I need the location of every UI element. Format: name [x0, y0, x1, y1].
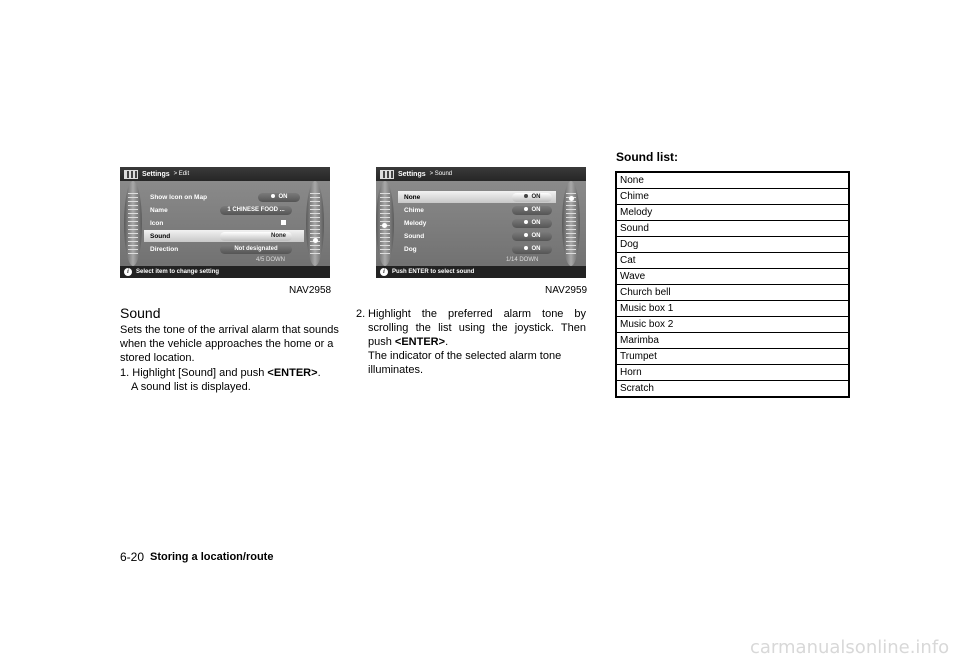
scroll-indicator-dot: [569, 196, 574, 201]
toggle-value: ON: [531, 194, 541, 200]
sound-toggle[interactable]: [512, 245, 552, 254]
settings-icon: [124, 170, 138, 179]
step-2-result: The indicator of the selected alarm tone illuminates.: [368, 350, 562, 376]
indicator-led-icon: [524, 233, 528, 237]
enter-key-label: <ENTER>: [394, 336, 446, 348]
toggle-value: ON: [531, 207, 541, 213]
screen-title-bar: [376, 167, 586, 181]
screen-figure-sound: [376, 167, 586, 278]
scroll-indicator-dot: [313, 238, 318, 243]
section-heading: Sound: [120, 305, 161, 321]
sound-list-item: Marimba: [616, 333, 849, 349]
watermark: carmanualsonline.info: [750, 637, 950, 658]
page-section-title: Storing a location/route: [150, 551, 274, 563]
indicator-led-icon: [524, 207, 528, 211]
sound-list-row: [616, 253, 849, 269]
step-end: .: [317, 367, 321, 379]
toggle-value: ON: [531, 233, 541, 239]
screen-figure-edit: [120, 167, 330, 278]
sound-list-item: Horn: [616, 365, 849, 381]
sound-row-label: Dog: [404, 245, 417, 253]
square-icon: [281, 220, 286, 225]
sound-list-row: [616, 237, 849, 253]
sound-row-label: None: [404, 193, 421, 201]
menu-row-label: Icon: [150, 219, 164, 227]
info-icon: i: [124, 268, 132, 276]
step-text: Highlight the preferred alarm tone by scrolling the list using the joystick. Then push: [368, 308, 586, 348]
indicator-led-icon: [271, 194, 275, 198]
sound-toggle[interactable]: [512, 206, 552, 215]
step-number: 2.: [356, 308, 366, 320]
sound-row-label: Melody: [404, 219, 427, 227]
page-indicator: 1/14 DOWN: [506, 257, 539, 263]
sound-list-item: Melody: [616, 205, 849, 221]
sound-list-item: Church bell: [616, 285, 849, 301]
right-scroll-arc: [562, 181, 580, 266]
page-indicator: 4/5 DOWN: [256, 257, 286, 263]
left-scroll-arc: [124, 181, 142, 266]
sound-list-table: [615, 171, 850, 398]
toggle-value: ON: [278, 194, 288, 200]
right-scroll-arc: [306, 181, 324, 266]
sound-list-item: Sound: [616, 221, 849, 237]
menu-row-icon[interactable]: [144, 217, 304, 229]
sound-list-item: Chime: [616, 189, 849, 205]
name-value-box: [220, 206, 292, 215]
section-intro: Sets the tone of the arrival alarm that sounds when the vehicle approaches the home or a stored location.: [120, 324, 339, 364]
scroll-indicator-dot: [382, 223, 387, 228]
sound-list-item: Cat: [616, 253, 849, 269]
sound-list-row: [616, 333, 849, 349]
sound-list-row: [616, 317, 849, 333]
figure-caption: NAV2959: [545, 285, 588, 296]
sound-list-row: [616, 381, 849, 398]
sound-list-item: Wave: [616, 269, 849, 285]
sound-list-row: [616, 269, 849, 285]
page-number: 6-20: [120, 550, 145, 564]
toggle-value: ON: [531, 220, 541, 226]
direction-value-box: [220, 245, 292, 254]
footer-hint: Select item to change setting: [136, 269, 220, 275]
step-text: Highlight [Sound] and push: [132, 367, 265, 379]
sound-value: None: [271, 233, 286, 239]
step-1: [120, 366, 345, 380]
sound-list-row: [616, 221, 849, 237]
sound-toggle-on[interactable]: [512, 193, 552, 202]
screen-footer: [120, 266, 330, 278]
sound-list-row: [616, 205, 849, 221]
direction-value: Not designated: [234, 246, 278, 252]
settings-icon: [380, 170, 394, 179]
sound-list-item: Scratch: [616, 381, 849, 398]
menu-row-label: Direction: [150, 245, 179, 253]
figure-caption: NAV2958: [289, 285, 332, 296]
enter-key-label: <ENTER>: [267, 367, 318, 379]
step-1-result: A sound list is displayed.: [131, 381, 251, 393]
sound-list-row: [616, 189, 849, 205]
screen-title: Settings: [398, 170, 426, 178]
screen-breadcrumb: > Edit: [173, 171, 190, 177]
screen-footer: [376, 266, 586, 278]
sound-list-item: Music box 2: [616, 317, 849, 333]
indicator-led-icon: [524, 246, 528, 250]
sound-list-item: Trumpet: [616, 349, 849, 365]
screen-breadcrumb: > Sound: [429, 171, 453, 177]
sound-list-item: Music box 1: [616, 301, 849, 317]
step-end: .: [445, 336, 449, 348]
sound-toggle[interactable]: [512, 232, 552, 241]
menu-row-label: Show Icon on Map: [150, 193, 208, 201]
toggle-value: ON: [531, 246, 541, 252]
screen-title-bar: [120, 167, 330, 181]
menu-row-label: Sound: [150, 232, 171, 240]
step-number: 1.: [120, 367, 130, 379]
sound-list-row: [616, 172, 849, 189]
sound-list-title: Sound list:: [616, 150, 678, 164]
indicator-led-icon: [524, 220, 528, 224]
sound-list-row: [616, 285, 849, 301]
sound-list-row: [616, 301, 849, 317]
sound-list-row: [616, 365, 849, 381]
menu-row-label: Name: [150, 206, 168, 214]
step-2: [356, 307, 366, 321]
sound-row-label: Chime: [404, 206, 424, 214]
name-value: 1 CHINESE FOOD ...: [227, 207, 285, 213]
screen-title: Settings: [142, 170, 170, 178]
sound-toggle[interactable]: [512, 219, 552, 228]
sound-value-box: [220, 232, 292, 241]
info-icon: i: [380, 268, 388, 276]
sound-row-label: Sound: [404, 232, 425, 240]
sound-list-item: Dog: [616, 237, 849, 253]
toggle-on[interactable]: [258, 193, 300, 202]
indicator-led-icon: [524, 194, 528, 198]
sound-list-row: [616, 349, 849, 365]
footer-hint: Push ENTER to select sound: [392, 269, 475, 275]
step-2-text: [368, 307, 586, 349]
sound-list-item: None: [620, 175, 644, 186]
